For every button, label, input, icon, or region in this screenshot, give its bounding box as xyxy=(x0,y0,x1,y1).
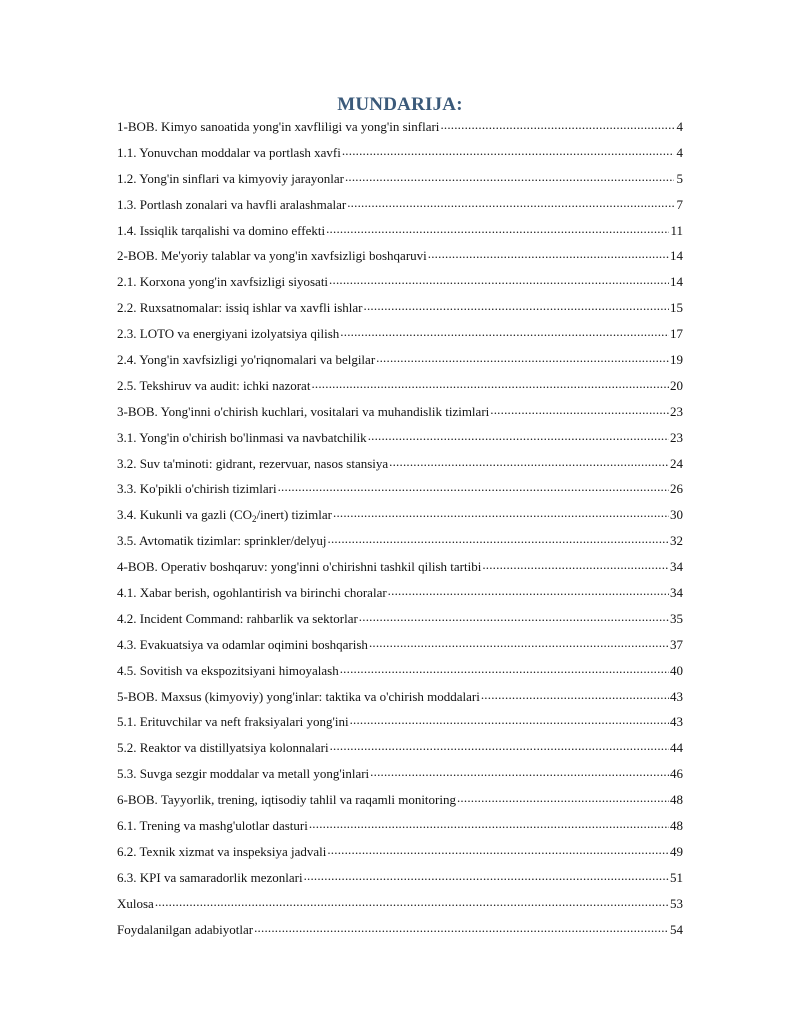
toc-leader-dots xyxy=(278,481,669,493)
toc-entry-text xyxy=(117,505,332,525)
toc-entry-text: Xulosa xyxy=(117,895,154,911)
toc-entry[interactable] xyxy=(117,635,683,661)
toc-entry-text: Foydalanilgan adabiyotlar xyxy=(117,921,254,937)
toc-entry-text: 5-BOB. Maxsus (kimyoviy) yong'inlar: taktika va o'chirish moddalari xyxy=(117,688,480,704)
toc-page-number: 37 xyxy=(670,636,683,652)
toc-entry[interactable] xyxy=(117,350,683,376)
toc-leader-dots xyxy=(347,197,674,209)
toc-page-number: 51 xyxy=(670,869,683,885)
toc-entry[interactable] xyxy=(117,221,683,247)
toc-entry-text: 4-BOB. Operativ boshqaruv: yong'inni o'chirishni tashkil qilish tartibi xyxy=(117,559,482,575)
toc-entry-text: 2.2. Ruxsatnomalar: issiq ishlar va xavfli ishlar xyxy=(117,300,363,316)
toc-entry-text: 4.3. Evakuatsiya va odamlar oqimini boshqarish xyxy=(117,636,368,652)
toc-leader-dots xyxy=(304,870,669,882)
toc-title: MUNDARIJA: xyxy=(337,94,463,115)
toc-entry-text: 3.1. Yong'in o'chirish bo'linmasi va navbatchilik xyxy=(117,429,367,445)
toc-entry[interactable] xyxy=(117,816,683,842)
toc-page-number: 34 xyxy=(670,559,683,575)
toc-page-number: 46 xyxy=(670,766,683,782)
toc-entry[interactable] xyxy=(117,557,683,583)
toc-page-number: 17 xyxy=(670,326,683,342)
toc-entry-text: 5.3. Suvga sezgir moddalar va metall yong'inlari xyxy=(117,766,370,782)
toc-page-number: 44 xyxy=(670,740,683,756)
toc-page-number: 5 xyxy=(676,170,683,186)
toc-page-number: 14 xyxy=(670,274,683,290)
toc-leader-dots xyxy=(359,611,669,623)
toc-page-number: 43 xyxy=(670,688,683,704)
toc-leader-dots xyxy=(364,300,669,312)
toc-leader-dots xyxy=(370,766,669,778)
toc-entry-text: 5.1. Erituvchilar va neft fraksiyalari yong'ini xyxy=(117,714,349,730)
toc-entry-text: 3.2. Suv ta'minoti: gidrant, rezervuar, nasos stansiya xyxy=(117,455,389,471)
toc-entry[interactable] xyxy=(117,143,683,169)
toc-page-number: 43 xyxy=(670,714,683,730)
toc-entry[interactable] xyxy=(117,790,683,816)
toc-entry[interactable] xyxy=(117,117,683,143)
toc-entry[interactable] xyxy=(117,738,683,764)
toc-leader-dots xyxy=(330,740,669,752)
toc-entry-text: 2.4. Yong'in xavfsizligi yo'riqnomalari va belgilar xyxy=(117,352,376,368)
toc-entry-text: 1.3. Portlash zonalari va havfli aralashmalar xyxy=(117,196,347,212)
toc-leader-dots xyxy=(350,714,669,726)
toc-entry-text: 4.2. Incident Command: rahbarlik va sektorlar xyxy=(117,610,358,626)
toc-leader-dots xyxy=(376,352,669,364)
toc-leader-dots xyxy=(309,818,669,830)
toc-page-number: 48 xyxy=(670,818,683,834)
toc-entry[interactable] xyxy=(117,428,683,454)
subscript: 2 xyxy=(252,514,257,525)
toc-entry-text: 4.5. Sovitish va ekspozitsiyani himoyalash xyxy=(117,662,339,678)
toc-entry[interactable] xyxy=(117,505,683,531)
toc-entry-text: 6.2. Texnik xizmat va inspeksiya jadvali xyxy=(117,843,327,859)
toc-entry[interactable] xyxy=(117,920,683,946)
toc-entry-text-part: /inert) tizimlar xyxy=(256,507,332,523)
toc-entry-text: 2-BOB. Me'yoriy talablar va yong'in xavfsizligi boshqaruvi xyxy=(117,248,427,264)
toc-entry[interactable] xyxy=(117,402,683,428)
toc-entry[interactable] xyxy=(117,894,683,920)
toc-page-number: 54 xyxy=(670,921,683,937)
toc-entry[interactable] xyxy=(117,583,683,609)
toc-entry-text: 6-BOB. Tayyorlik, trening, iqtisodiy tahlil va raqamli monitoring xyxy=(117,792,456,808)
toc-leader-dots xyxy=(155,896,669,908)
toc-entry[interactable] xyxy=(117,687,683,713)
toc-page-number: 32 xyxy=(670,533,683,549)
toc-entry-text: 2.5. Tekshiruv va audit: ichki nazorat xyxy=(117,377,311,393)
toc-entry-text: 6.3. KPI va samaradorlik mezonlari xyxy=(117,869,303,885)
toc-page-number: 23 xyxy=(670,403,683,419)
toc-entry[interactable] xyxy=(117,376,683,402)
toc-leader-dots xyxy=(482,559,669,571)
toc-page-number: 19 xyxy=(670,352,683,368)
toc-page-number: 11 xyxy=(670,222,683,238)
toc-entry-text: 1-BOB. Kimyo sanoatida yong'in xavfliligi va yong'in sinflari xyxy=(117,119,440,134)
toc-leader-dots xyxy=(490,404,669,416)
toc-entry-text: 4.1. Xabar berish, ogohlantirish va birinchi choralar xyxy=(117,585,387,601)
toc-entry[interactable] xyxy=(117,324,683,350)
toc-page-number: 26 xyxy=(670,481,683,497)
toc-leader-dots xyxy=(329,274,669,286)
toc-leader-dots xyxy=(369,637,669,649)
toc-leader-dots xyxy=(440,119,674,131)
toc-entry-text: 3-BOB. Yong'inni o'chirish kuchlari, vositalari va muhandislik tizimlari xyxy=(117,403,490,419)
toc-page-number: 14 xyxy=(670,248,683,264)
toc-page-number: 7 xyxy=(676,196,683,212)
toc-leader-dots xyxy=(342,145,674,157)
toc-entry-text: 1.2. Yong'in sinflari va kimyoviy jarayonlar xyxy=(117,170,344,186)
toc-entry[interactable] xyxy=(117,298,683,324)
toc-entry[interactable] xyxy=(117,531,683,557)
toc-page-number: 24 xyxy=(670,455,683,471)
toc-entry[interactable] xyxy=(117,169,683,195)
toc-leader-dots xyxy=(333,507,669,519)
toc-page-number: 34 xyxy=(670,585,683,601)
toc-page-number: 4 xyxy=(676,144,683,160)
toc-entry[interactable] xyxy=(117,842,683,868)
toc-page-number: 4 xyxy=(676,119,683,134)
toc-entry[interactable] xyxy=(117,272,683,298)
toc-entry[interactable] xyxy=(117,609,683,635)
toc-entry-text: 1.4. Issiqlik tarqalishi va domino effekti xyxy=(117,222,326,238)
toc-leader-dots xyxy=(340,663,669,675)
toc-leader-dots xyxy=(428,248,669,260)
toc-entry[interactable] xyxy=(117,195,683,221)
toc-page-number: 53 xyxy=(670,895,683,911)
toc-page-number: 48 xyxy=(670,792,683,808)
toc-page-number: 30 xyxy=(670,507,683,523)
toc-page-number: 23 xyxy=(670,429,683,445)
toc-leader-dots xyxy=(389,456,669,468)
toc-entry[interactable] xyxy=(117,246,683,272)
toc-page-number: 49 xyxy=(670,843,683,859)
toc-leader-dots xyxy=(326,223,669,235)
toc-entry-text: 3.5. Avtomatik tizimlar: sprinkler/delyuj xyxy=(117,533,327,549)
toc-page-number: 35 xyxy=(670,610,683,626)
toc-leader-dots xyxy=(328,533,669,545)
toc-entry-text: 2.3. LOTO va energiyani izolyatsiya qilish xyxy=(117,326,340,342)
toc-page-number: 20 xyxy=(670,377,683,393)
toc-entry-text: 3.3. Ko'pikli o'chirish tizimlari xyxy=(117,481,277,497)
toc-entry[interactable] xyxy=(117,479,683,505)
toc-entry-text: 6.1. Trening va mashg'ulotlar dasturi xyxy=(117,818,308,834)
toc-entry[interactable] xyxy=(117,764,683,790)
toc-entry[interactable] xyxy=(117,454,683,480)
toc-page-number: 15 xyxy=(670,300,683,316)
toc-entry-text: 2.1. Korxona yong'in xavfsizligi siyosati xyxy=(117,274,329,290)
toc-entry[interactable] xyxy=(117,712,683,738)
toc-leader-dots xyxy=(254,922,669,934)
toc-entry[interactable] xyxy=(117,661,683,687)
toc-leader-dots xyxy=(457,792,669,804)
toc-leader-dots xyxy=(368,430,669,442)
toc-leader-dots xyxy=(388,585,669,597)
table-of-contents xyxy=(117,117,683,946)
toc-leader-dots xyxy=(340,326,669,338)
toc-leader-dots xyxy=(481,689,669,701)
toc-entry-text: 5.2. Reaktor va distillyatsiya kolonnalari xyxy=(117,740,329,756)
toc-leader-dots xyxy=(327,844,669,856)
toc-leader-dots xyxy=(345,171,674,183)
toc-leader-dots xyxy=(311,378,669,390)
toc-page-number: 40 xyxy=(670,662,683,678)
toc-entry-text-part: 3.4. Kukunli va gazli (CO xyxy=(117,507,253,523)
toc-entry[interactable] xyxy=(117,868,683,894)
toc-entry-text: 1.1. Yonuvchan moddalar va portlash xavfi xyxy=(117,144,341,160)
